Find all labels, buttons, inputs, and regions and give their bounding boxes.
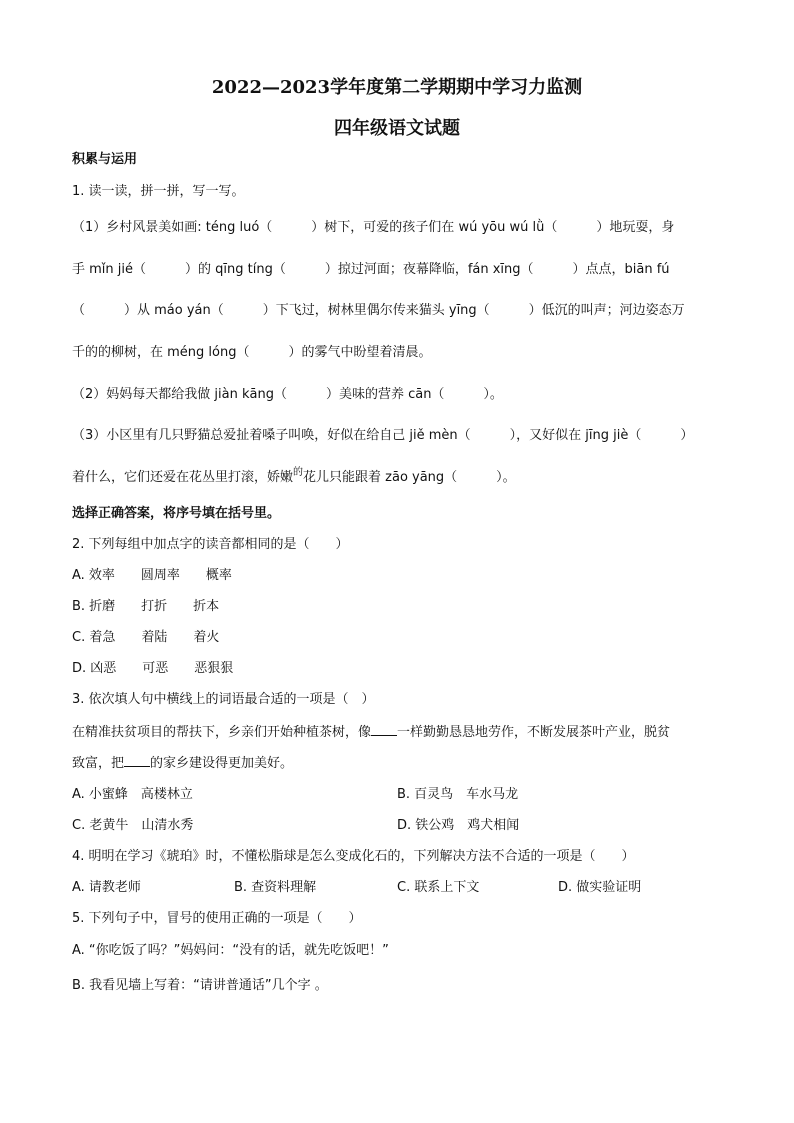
q2-option-a: A. 效率 圆周率 概率 [72, 568, 232, 583]
q5-stem: 5. 下列句子中，冒号的使用正确的一项是（ ） [72, 911, 362, 926]
page-title: 2022—2023学年度第二学期期中学习力监测 [211, 77, 583, 98]
q3-passage-line2 [72, 755, 293, 773]
q3-stem: 3. 依次填人句中横线上的词语最合适的一项是（ ） [72, 692, 375, 707]
q4-option-b: B. 查资料理解 [234, 880, 317, 895]
q3-passage-line1 [72, 724, 670, 742]
q4-option-a: A. 请教老师 [72, 880, 141, 895]
q1-part3-line2-b: 花儿只能跟着 zāo yāng（ ）。 [303, 470, 516, 485]
q4-option-d: D. 做实验证明 [558, 880, 642, 895]
q2-option-d: D. 凶恶 可恶 恶狠狠 [72, 661, 234, 676]
q1-part1-line1: （1）乡村风景美如画: téng luó（ ）树下，可爱的孩子们在 wú yōu wú lǜ（ ）地玩耍，身 [72, 220, 675, 235]
q1-part1-line2: 手 mǐn jié（ ）的 qīng tíng（ ）掠过河面；夜幕降临，fán xīng（ ）点点，biān fú [72, 262, 670, 277]
q4-stem: 4. 明明在学习《琥珀》时，不懂松脂球是怎么变成化石的，下列解决方法不合适的一项是（ ） [72, 849, 635, 864]
q3-option-d: D. 铁公鸡 鸡犬相闻 [397, 818, 520, 833]
q2-option-c: C. 着急 着陆 着火 [72, 630, 220, 645]
q3-option-a: A. 小蜜蜂 高楼林立 [72, 787, 193, 802]
q2-option-b: B. 折磨 打折 折本 [72, 599, 220, 614]
q3-option-c: C. 老黄牛 山清水秀 [72, 818, 194, 833]
fill-blank [124, 755, 150, 767]
q2-stem: 2. 下列每组中加点字的读音都相同的是（ ） [72, 537, 349, 552]
q1-part1-line3: （ ）从 máo yán（ ）下飞过，树林里偶尔传来猫头 yīng（ ）低沉的叫声；河边姿态万 [72, 303, 685, 318]
q3-passage-line1-a: 在精准扶贫项目的帮扶下，乡亲们开始种植茶树，像 [72, 725, 372, 740]
q1-part3-line2 [72, 469, 516, 488]
q3-passage-line2-a: 致富，把 [72, 756, 125, 771]
q3-passage-line1-b: 一样勤勤恳恳地劳作，不断发展茶叶产业，脱贫 [397, 725, 671, 740]
q5-option-b: B. 我看见墙上写着：“请讲普通话”几个字 。 [72, 978, 328, 993]
page-subtitle: 四年级语文试题 [334, 118, 460, 139]
q3-option-b: B. 百灵鸟 车水马龙 [397, 787, 519, 802]
q5-option-a: A. “你吃饭了吗？”妈妈问：“没有的话，就先吃饭吧！” [72, 943, 389, 958]
q1-part1-line4: 千的的柳树，在 méng lóng（ ）的雾气中盼望着清晨。 [72, 345, 432, 360]
q1-part3-superscript: 的 [293, 467, 304, 478]
q1-part2: （2）妈妈每天都给我做 jiàn kāng（ ）美味的营养 cān（ ）。 [72, 387, 503, 402]
section-heading-accumulation: 积累与运用 [72, 152, 138, 167]
q1-part3-line2-a: 着什么，它们还爱在花丛里打滚，娇嫩 [72, 470, 294, 485]
q1-part3-line1: （3）小区里有几只野猫总爱扯着嗓子叫唤，好似在给自己 jiě mèn（ ），又好似在 jīng jiè（ ） [72, 428, 694, 443]
q1-stem: 1. 读一读，拼一拼，写一写。 [72, 184, 245, 199]
fill-blank [371, 724, 397, 736]
section-heading-choice: 选择正确答案，将序号填在括号里。 [72, 506, 281, 521]
q4-option-c: C. 联系上下文 [397, 880, 480, 895]
q3-passage-line2-b: 的家乡建设得更加美好。 [150, 756, 294, 771]
